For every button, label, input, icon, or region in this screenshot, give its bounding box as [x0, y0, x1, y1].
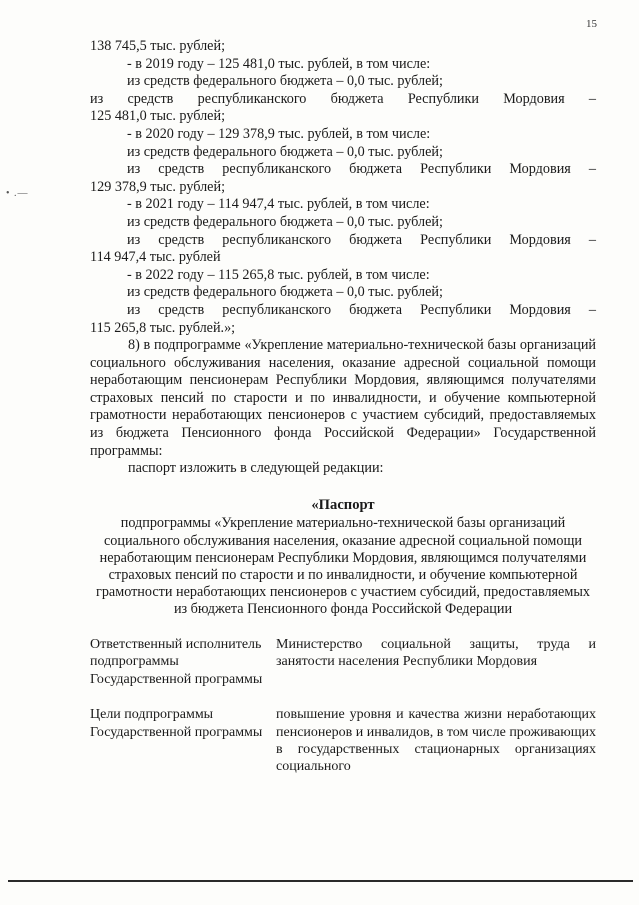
paragraph: из средств федерального бюджета – 0,0 тыс. рублей; [127, 213, 443, 230]
paragraph: из средств республиканского бюджета Республики Мордовия – [127, 161, 596, 178]
paragraph: из средств республиканского бюджета Республики Мордовия – [127, 301, 596, 318]
row-label: Цели подпрограммы Государственной программы [90, 707, 263, 740]
paragraph: из средств федерального бюджета – 0,0 тыс. рублей; [127, 284, 443, 301]
table-row [90, 688, 596, 776]
row-value: Министерство социальной защиты, труда и занятости населения Республики Мордовия [276, 637, 596, 670]
passport-table [90, 636, 596, 776]
paragraph: - в 2019 году – 125 481,0 тыс. рублей, в том числе: [127, 55, 431, 72]
paragraph: - в 2022 году – 115 265,8 тыс. рублей, в том числе: [127, 266, 430, 283]
paragraph: паспорт изложить в следующей редакции: [128, 460, 384, 477]
document-body [90, 38, 596, 619]
paragraph: 138 745,5 тыс. рублей; [90, 38, 226, 54]
paragraph: 8) в подпрограмме «Укрепление материально-технической базы организаций социального обслуживания населения, оказание адресной социальной помощи неработающим пенсионерам Республики Мордовия, являющимся получателями страховых пенсий по старости и по инвалидности, и обучение компьютерной грамотности неработающих пенсионеров с участием субсидий, предоставляемых из бюджета Пенсионного фонда Российской Федерации» Государственной программы: [90, 337, 596, 459]
passport-subtitle: подпрограммы «Укрепление материально-технической базы организаций социального обслуживания населения, оказание адресной социальной помощи неработающим пенсионерам Республики Мордовия, являющимся получателями страховых пенсий по старости и по инвалидности, и обучение компьютерной грамотности неработающих пенсионеров с участием субсидий, предоставляемых из бюджета Пенсионного фонда Российской Федерации [96, 515, 590, 618]
table-row [90, 636, 596, 688]
passport-heading: «Паспорт [311, 496, 375, 513]
paragraph: 125 481,0 тыс. рублей; [90, 108, 226, 125]
paragraph: из средств республиканского бюджета Республики Мордовия – [90, 90, 596, 107]
bottom-divider [8, 880, 633, 882]
margin-mark: • .— [6, 188, 29, 199]
paragraph: - в 2021 году – 114 947,4 тыс. рублей, в том числе: [127, 196, 430, 213]
paragraph: - в 2020 году – 129 378,9 тыс. рублей, в том числе: [127, 125, 431, 142]
row-label: Ответственный исполнитель подпрограммы Государственной программы [90, 637, 263, 687]
paragraph: из средств федерального бюджета – 0,0 тыс. рублей; [127, 143, 443, 160]
paragraph: 115 265,8 тыс. рублей.»; [90, 319, 236, 336]
paragraph: из средств республиканского бюджета Республики Мордовия – [127, 231, 596, 248]
paragraph: из средств федерального бюджета – 0,0 тыс. рублей; [127, 73, 443, 90]
row-value: повышение уровня и качества жизни неработающих пенсионеров и инвалидов, в том числе проживающих в государственных стационарных организациях социального [276, 707, 596, 775]
paragraph: 114 947,4 тыс. рублей [90, 249, 221, 266]
page-number: 15 [586, 18, 597, 30]
paragraph: 129 378,9 тыс. рублей; [90, 178, 226, 195]
